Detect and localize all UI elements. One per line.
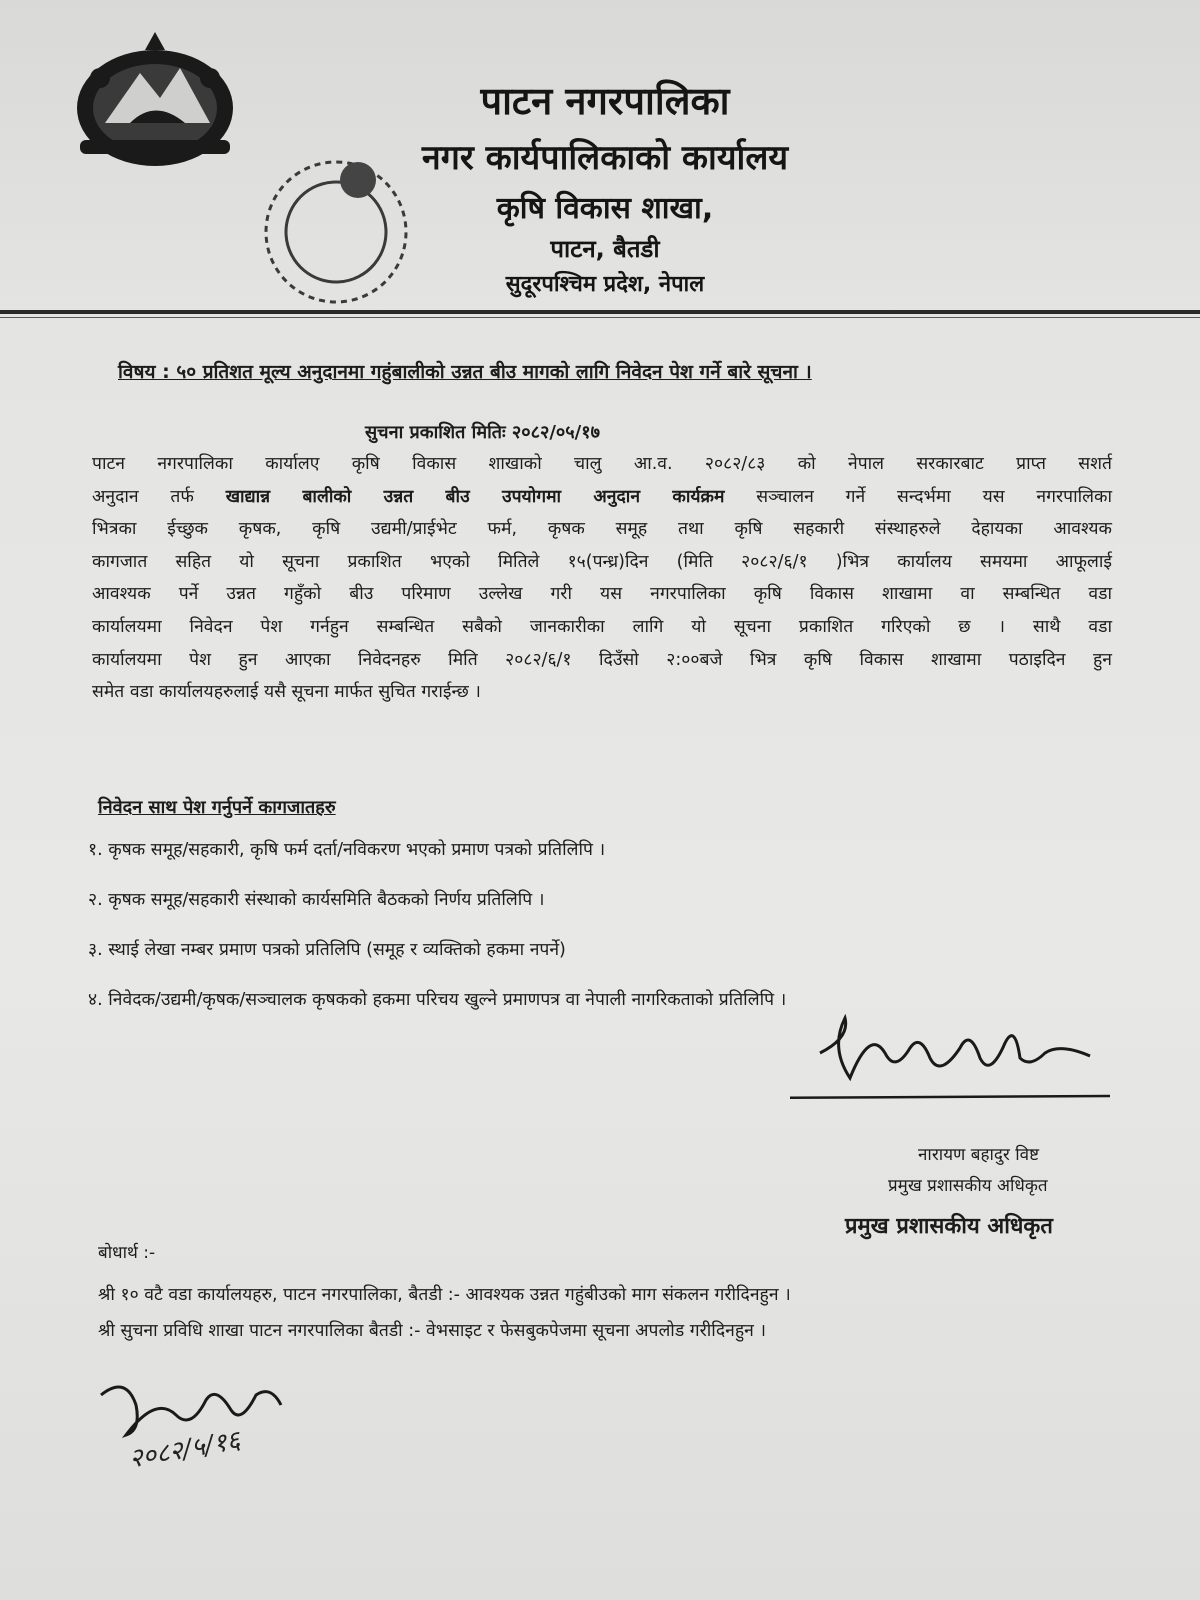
municipality-name: पाटन नगरपालिका — [480, 79, 730, 123]
cc-item: श्री सुचना प्रविधि शाखा पाटन नगरपालिका बैतडी :- वेभसाइट र फेसबुकपेजमा सूचना अपलोड गरीदिनहुन । — [98, 1321, 767, 1341]
signature-icon — [790, 998, 1120, 1108]
cc-item: श्री १० वटै वडा कार्यालयहरु, पाटन नगरपालिका, बैतडी :- आवश्यक उन्नत गहुंबीउको माग संकलन गरीदिनहुन । — [98, 1285, 791, 1305]
nepal-emblem-icon — [60, 28, 250, 178]
requirement-item: १. कृषक समूह/सहकारी, कृषि फर्म दर्ता/नविकरण भएको प्रमाण पत्रको प्रतिलिपि । — [88, 840, 606, 860]
publication-date: सुचना प्रकाशित मितिः २०८२/०५/१७ — [365, 422, 600, 443]
section-name: कृषि विकास शाखा, — [496, 191, 714, 226]
signatory-title: प्रमुख प्रशासकीय अधिकृत — [888, 1176, 1048, 1196]
cc-label: बोधार्थ :- — [98, 1243, 156, 1263]
notice-body — [92, 448, 1112, 709]
body-text: अनुदान तर्फ — [92, 486, 226, 507]
body-line: समेत वडा कार्यालयहरुलाई यसै सूचना मार्फत सुचित गराईन्छ । — [92, 682, 481, 703]
cc-list — [98, 1282, 791, 1354]
header-divider-thin — [0, 317, 1200, 318]
office-location: पाटन, बैतडी — [550, 235, 660, 263]
body-text: सञ्चालन गर्ने सन्दर्भमा यस नगरपालिका — [724, 486, 1112, 507]
requirement-item: ३. स्थाई लेखा नम्बर प्रमाण पत्रको प्रतिलिपि (समूह र व्यक्तिको हकमा नपर्ने) — [88, 940, 566, 960]
body-line: भित्रका ईच्छुक कृषक, कृषि उद्यमी/प्राईभेट फर्म, कृषक समूह तथा कृषि सहकारी संस्थाहरुले देहायका आवश्यक — [92, 519, 1112, 540]
notice-subject: विषय : ५० प्रतिशत मूल्य अनुदानमा गहुंबालीको उन्नत बीउ मागको लागि निवेदन पेश गर्ने बारे सूचना । — [118, 361, 812, 383]
body-line: कागजात सहित यो सूचना प्रकाशित भएको मितिले १५(पन्ध्र)दिन (मिति २०८२/६/१ )भित्र कार्यालय समयमा आफूलाई — [92, 551, 1112, 572]
requirement-item: २. कृषक समूह/सहकारी संस्थाको कार्यसमिति बैठकको निर्णय प्रतिलिपि । — [88, 890, 545, 910]
signatory-name: नारायण बहादुर विष्ट — [918, 1145, 1040, 1165]
designation-stamp: प्रमुख प्रशासकीय अधिकृत — [845, 1214, 1053, 1239]
requirements-heading: निवेदन साथ पेश गर्नुपर्ने कागजातहरु — [98, 797, 336, 818]
program-name: खाद्यान्न बालीको उन्नत बीउ उपयोगमा अनुदान कार्यक्रम — [225, 486, 725, 507]
requirement-item: ४. निवेदक/उद्यमी/कृषक/सञ्चालक कृषकको हकमा परिचय खुल्ने प्रमाणपत्र वा नेपाली नागरिकताको प्रतिलिपि । — [88, 990, 787, 1010]
body-line: कार्यालयमा पेश हुन आएका निवेदनहरु मिति २०८२/६/१ दिउँसो २:००बजे भित्र कृषि विकास शाखामा पठाइदिन हुन — [92, 649, 1112, 670]
body-line: आवश्यक पर्ने उन्नत गहुँको बीउ परिमाण उल्लेख गरी यस नगरपालिका कृषि विकास शाखामा वा सम्बन्धित वडा — [92, 584, 1112, 605]
office-province: सुदूरपश्चिम प्रदेश, नेपाल — [505, 272, 705, 297]
body-line: कार्यालयमा निवेदन पेश गर्नहुन सम्बन्धित सबैको जानकारीका लागि यो सूचना प्रकाशित गरिएको छ । साथै वडा — [92, 616, 1112, 637]
office-name: नगर कार्यपालिकाको कार्यालय — [421, 138, 789, 178]
handwritten-date: २०८२/५/१६ — [126, 1425, 243, 1475]
header-divider — [0, 310, 1200, 314]
body-line: पाटन नगरपालिका कार्यालए कृषि विकास शाखाको चालु आ.व. २०८२/८३ को नेपाल सरकारबाट प्राप्त सशर्त — [92, 454, 1112, 474]
body-line — [92, 481, 1112, 514]
